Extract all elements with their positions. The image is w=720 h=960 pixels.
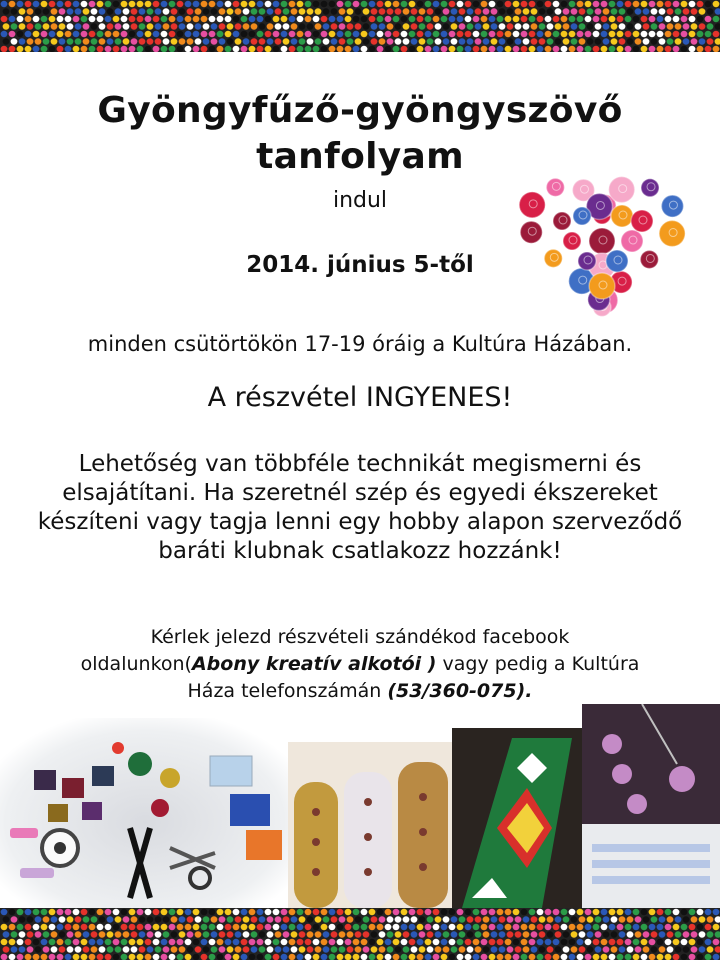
title-line-2: tanfolyam xyxy=(256,136,464,177)
schedule-text: minden csütörtökön 17-19 óráig a Kultúra Házában. xyxy=(87,332,633,356)
decorative-band-top xyxy=(0,0,720,52)
flower-heart-image xyxy=(512,166,692,326)
contact-text xyxy=(60,624,660,705)
contact-text-part1: Kérlek jelezd részvételi szándékod facebook oldalunkon( xyxy=(80,626,570,675)
beaded-bracelets-photo xyxy=(288,742,456,908)
beaded-necklace-photo xyxy=(582,704,720,908)
loom-bracelet-photo xyxy=(452,728,592,908)
free-notice: A részvétel INGYENES! xyxy=(207,382,513,413)
start-date: 2014. június 5-től xyxy=(246,252,474,278)
contact-text-part2: vagy pedig a Kultúra Háza telefonszámán xyxy=(187,653,640,702)
decorative-band-bottom xyxy=(0,908,720,960)
phone-number: (53/360-075). xyxy=(387,680,533,702)
facebook-page-name: Abony kreatív alkotói ) xyxy=(191,653,437,675)
subtitle-indul: indul xyxy=(332,188,388,213)
beads-and-tools-photo xyxy=(0,718,290,908)
title-line-1: Gyöngyfűző-gyöngyszövő xyxy=(97,90,623,131)
description-text: Lehetőség van többféle technikát megismerni és elsajátítani. Ha szeretnél szép és egyedi ékszereket készíteni vagy tagja lenni egy hobby alapon szerveződő baráti klubnak csatlakozz hozzánk! xyxy=(37,451,683,564)
